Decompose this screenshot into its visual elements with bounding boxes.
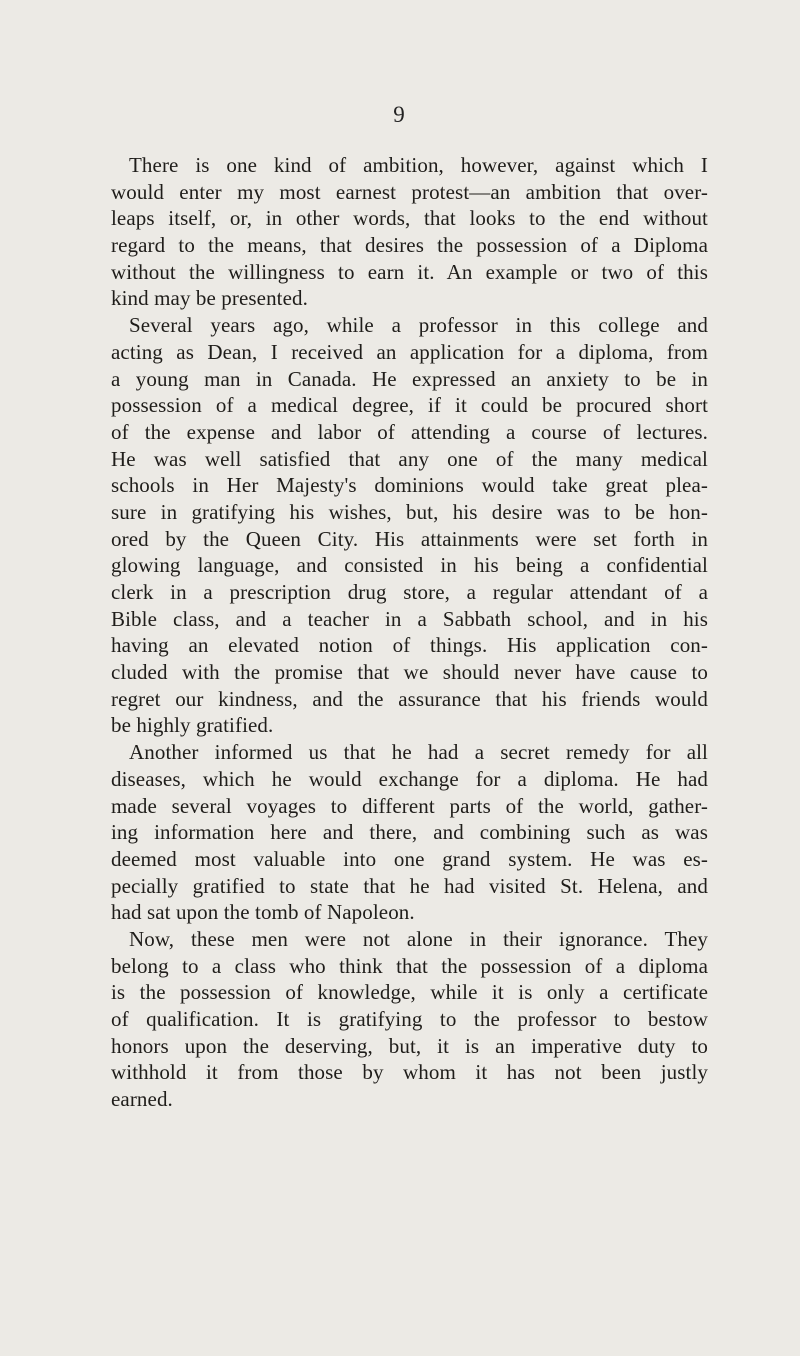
text-line: possession of a medical degree, if it could be procured short [111, 393, 708, 418]
body-text [111, 152, 708, 1113]
text-line: There is one kind of ambition, however, against which I [129, 153, 708, 177]
text-line: ing information here and there, and combining such as was [111, 820, 708, 845]
text-line: Several years ago, while a professor in this college and [129, 313, 708, 338]
text-line: He was well satisfied that any one of the many medical [111, 446, 708, 471]
text-line: regret our kindness, and the assurance that his friends would [111, 686, 708, 711]
text-line: ored by the Queen City. His attainments were set forth in [111, 526, 708, 551]
text-line: is the possession of knowledge, while it is only a certificate [111, 980, 708, 1005]
paragraph [111, 926, 708, 1113]
text-line: would enter my most earnest protest—an ambition that over- [111, 179, 708, 204]
text-line: cluded with the promise that we should never have cause to [111, 660, 708, 685]
text-line: had sat upon the tomb of Napoleon. [111, 900, 415, 925]
text-line: earned. [111, 1087, 173, 1112]
text-line: of qualification. It is gratifying to the professor to bestow [111, 1007, 708, 1031]
text-line: sure in gratifying his wishes, but, his desire was to be hon- [111, 499, 708, 524]
text-line: diseases, which he would exchange for a diploma. He had [111, 766, 708, 791]
text-line: be highly gratified. [111, 713, 274, 738]
text-line: Now, these men were not alone in their ignorance. They [129, 926, 708, 951]
text-line: without the willingness to earn it. An example or two of this [111, 259, 708, 284]
paragraph [111, 152, 708, 312]
text-line: acting as Dean, I received an application for a diploma, from [111, 339, 708, 364]
text-line: schools in Her Majesty's dominions would take great plea- [111, 473, 708, 498]
page-number: 9 [393, 102, 405, 127]
paragraph [111, 739, 708, 926]
text-line: pecially gratified to state that he had visited St. Helena, and [111, 873, 708, 898]
text-line: made several voyages to different parts of the world, gather- [111, 793, 708, 818]
text-line: kind may be presented. [111, 286, 308, 311]
text-line: withhold it from those by whom it has not been justly [111, 1060, 708, 1085]
text-line: glowing language, and consisted in his being a confidential [111, 553, 708, 578]
text-line: honors upon the deserving, but, it is an imperative duty to [111, 1033, 708, 1058]
text-line: belong to a class who think that the possession of a diploma [111, 953, 708, 978]
text-line: Another informed us that he had a secret remedy for all [129, 740, 708, 765]
text-line: of the expense and labor of attending a course of lectures. [111, 419, 708, 444]
text-line: clerk in a prescription drug store, a regular attendant of a [111, 580, 708, 604]
text-line: deemed most valuable into one grand system. He was es- [111, 846, 708, 871]
text-line: leaps itself, or, in other words, that looks to the end without [111, 206, 708, 231]
paragraph [111, 312, 708, 739]
text-line: a young man in Canada. He expressed an anxiety to be in [111, 366, 708, 391]
text-line: having an elevated notion of things. His application con- [111, 633, 708, 658]
text-line: Bible class, and a teacher in a Sabbath school, and in his [111, 606, 708, 631]
text-line: regard to the means, that desires the possession of a Diploma [111, 233, 708, 258]
